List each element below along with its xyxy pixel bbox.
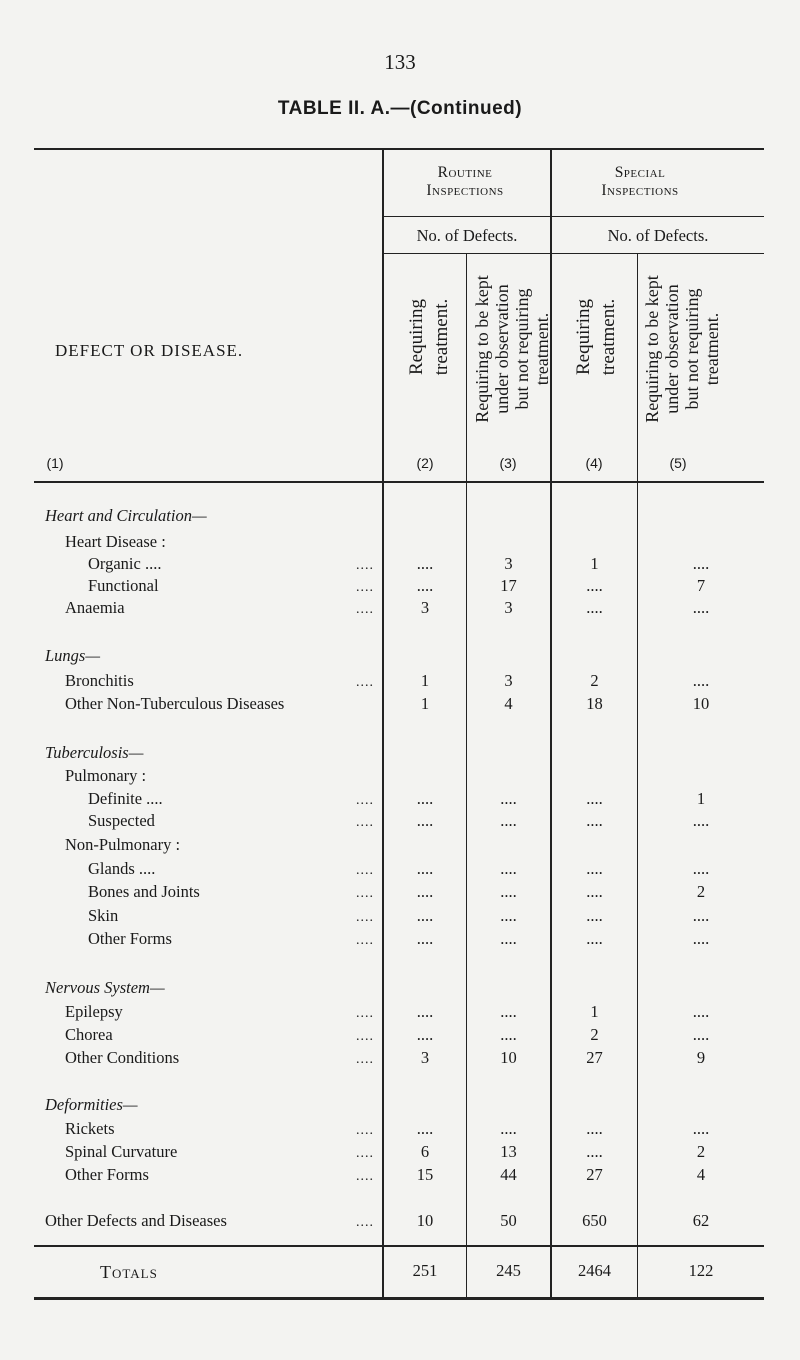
table-cell: ....	[416, 1119, 434, 1138]
col3-header-line4: treatment.	[532, 312, 552, 386]
table-cell: ....	[500, 929, 517, 948]
table-cell: ....	[586, 859, 603, 878]
col5-header-line3: but not requiring	[682, 288, 702, 410]
col3-header-line2: under observation	[492, 284, 512, 414]
row-label: Organic ....	[88, 554, 162, 573]
table-cell: 27	[586, 1165, 603, 1184]
table-cell: 2	[590, 671, 599, 690]
table-cell: 15	[416, 1165, 434, 1184]
row-label: Other Conditions	[65, 1048, 180, 1067]
row-label: Pulmonary :	[65, 766, 147, 785]
row-label: Bones and Joints	[88, 882, 200, 901]
table-cell: ....	[500, 859, 517, 878]
leader-dots: ....	[356, 933, 374, 948]
table-cell: 27	[586, 1048, 603, 1067]
table-cell: 13	[500, 1142, 517, 1161]
leader-dots: ....	[356, 1123, 374, 1138]
table-cell: ....	[692, 929, 710, 948]
table-title: TABLE II. A.—(Continued)	[277, 98, 523, 119]
col3-header-line3: but not requiring	[512, 288, 532, 410]
leader-dots: ....	[356, 1169, 374, 1184]
table-cell: 44	[500, 1165, 517, 1184]
table-cell: 650	[582, 1211, 607, 1230]
row-label: Glands ....	[88, 859, 156, 878]
table-cell: 1	[590, 1002, 599, 1021]
col5-header-line2: under observation	[662, 284, 682, 414]
table-cell: ....	[416, 789, 434, 808]
table-cell: 4	[696, 1165, 706, 1184]
row-label: Spinal Curvature	[65, 1142, 178, 1161]
table-cell: ....	[500, 1025, 517, 1044]
table-cell: 10	[416, 1211, 434, 1230]
table-cell: ....	[586, 789, 603, 808]
col3-header	[472, 254, 552, 444]
table-cell: 62	[692, 1211, 710, 1230]
table-cell: 2	[696, 882, 706, 901]
section-heading: Lungs—	[45, 646, 101, 665]
routine-inspections-header: Routine Inspections	[426, 164, 504, 199]
leader-dots: ....	[356, 602, 374, 617]
table-cell: ....	[586, 811, 603, 830]
table-top-rule	[34, 148, 764, 150]
totals-col5: 122	[688, 1261, 714, 1280]
table-cell: ....	[692, 671, 710, 690]
leader-dots: ....	[356, 910, 374, 925]
special-defects-header: No. of Defects.	[607, 226, 709, 245]
leader-dots: ....	[356, 886, 374, 901]
table-cell: 3	[504, 554, 513, 573]
section-heading: Tuberculosis—	[45, 743, 144, 762]
row-label: Bronchitis	[65, 671, 134, 690]
table-cell: 3	[504, 598, 513, 617]
table-cell: 1	[420, 694, 430, 713]
row-label: Functional	[88, 576, 159, 595]
row-label: Other Forms	[65, 1165, 149, 1184]
table-cell: 10	[500, 1048, 517, 1067]
row-label: Chorea	[65, 1025, 113, 1044]
row-label: Other Defects and Diseases	[45, 1211, 227, 1230]
table-cell: 1	[696, 789, 706, 808]
routine-defects-header: No. of Defects.	[416, 226, 518, 245]
table-cell: ....	[500, 789, 517, 808]
leader-dots: ....	[356, 863, 374, 878]
leader-dots: ....	[356, 558, 374, 573]
row-label: Skin	[88, 906, 119, 925]
table-cell: 2	[696, 1142, 706, 1161]
defect-header: DEFECT OR DISEASE.	[55, 341, 244, 360]
table-cell: 9	[696, 1048, 706, 1067]
table-cell: ....	[586, 906, 603, 925]
section-heading: Deformities—	[45, 1095, 138, 1114]
leader-dots: ....	[356, 675, 374, 690]
totals-col4: 2464	[578, 1261, 611, 1280]
table-cell: ....	[692, 1025, 710, 1044]
totals-col2: 251	[412, 1261, 438, 1280]
totals-label: Totals	[100, 1262, 158, 1282]
group-header-rule	[382, 216, 764, 217]
table-cell: ....	[586, 929, 603, 948]
header-bottom-rule	[34, 481, 764, 483]
row-label: Epilepsy	[65, 1002, 123, 1021]
table-cell: 1	[590, 554, 599, 573]
col3-header-line1: Requiring to be kept	[472, 275, 492, 423]
table-cell: ....	[416, 1025, 434, 1044]
leader-dots: ....	[356, 815, 374, 830]
col2-number: (2)	[416, 455, 434, 471]
table-cell: 50	[500, 1211, 517, 1230]
table-cell: ....	[692, 554, 710, 573]
table-cell: ....	[692, 598, 710, 617]
col-divider-2	[466, 253, 467, 1298]
table-cell: ....	[692, 859, 710, 878]
section-heading: Heart and Circulation—	[45, 506, 207, 525]
table-cell: ....	[586, 882, 603, 901]
col5-header-line4: treatment.	[702, 312, 722, 386]
col1-number: (1)	[46, 455, 64, 471]
page-number: 133	[384, 50, 416, 74]
col5-header	[642, 254, 722, 444]
table-cell: ....	[500, 882, 517, 901]
col5-number: (5)	[669, 455, 687, 471]
leader-dots: ....	[356, 580, 374, 595]
table-cell: ....	[416, 576, 434, 595]
table-cell: ....	[692, 811, 710, 830]
leader-dots: ....	[356, 1029, 374, 1044]
row-label: Non-Pulmonary :	[65, 835, 181, 854]
table-cell: ....	[416, 554, 434, 573]
totals-top-rule	[34, 1245, 764, 1247]
table-cell: ....	[586, 598, 603, 617]
col3-number: (3)	[499, 455, 517, 471]
col4-header: Requiring treatment.	[573, 298, 619, 376]
table-cell: ....	[416, 906, 434, 925]
table-cell: 3	[420, 598, 430, 617]
table-cell: ....	[416, 859, 434, 878]
table-cell: ....	[500, 906, 517, 925]
row-label: Heart Disease :	[65, 532, 166, 551]
table-cell: ....	[586, 1119, 603, 1138]
table-cell: ....	[500, 1119, 517, 1138]
row-label: Rickets	[65, 1119, 115, 1138]
leader-dots: ....	[356, 1215, 374, 1230]
table-cell: ....	[500, 811, 517, 830]
table-cell: 3	[420, 1048, 430, 1067]
leader-dots: ....	[356, 1146, 374, 1161]
table-cell: ....	[416, 811, 434, 830]
table-cell: 4	[504, 694, 513, 713]
table-cell: 10	[692, 694, 710, 713]
col2-header: Requiring treatment.	[406, 298, 452, 376]
col5-header-line1: Requiring to be kept	[642, 275, 662, 423]
table-cell: 7	[696, 576, 706, 595]
table-cell: 2	[590, 1025, 599, 1044]
table-cell: ....	[416, 882, 434, 901]
table-cell: 3	[504, 671, 513, 690]
leader-dots: ....	[356, 1006, 374, 1021]
row-label: Anaemia	[65, 598, 125, 617]
table-cell: ....	[692, 906, 710, 925]
row-label: Suspected	[88, 811, 155, 830]
row-label: Other Forms	[88, 929, 172, 948]
col4-number: (4)	[585, 455, 603, 471]
table-cell: 17	[500, 576, 517, 595]
section-heading: Nervous System—	[45, 978, 165, 997]
row-label: Definite ....	[88, 789, 163, 808]
table-cell: ....	[416, 929, 434, 948]
table-cell: ....	[692, 1119, 710, 1138]
row-label: Other Non-Tuberculous Diseases	[65, 694, 285, 713]
table-cell: ....	[500, 1002, 517, 1021]
table-cell: ....	[416, 1002, 434, 1021]
table-cell: 6	[420, 1142, 430, 1161]
table-bottom-rule	[34, 1297, 764, 1300]
table-cell: 1	[420, 671, 430, 690]
table-cell: ....	[692, 1002, 710, 1021]
totals-col3: 245	[496, 1261, 521, 1280]
table-cell: ....	[586, 1142, 603, 1161]
table-cell: ....	[586, 576, 603, 595]
leader-dots: ....	[356, 793, 374, 808]
leader-dots: ....	[356, 1052, 374, 1067]
table-cell: 18	[586, 694, 603, 713]
special-inspections-header: Special Inspections	[601, 164, 679, 199]
col-divider-4	[637, 253, 638, 1298]
